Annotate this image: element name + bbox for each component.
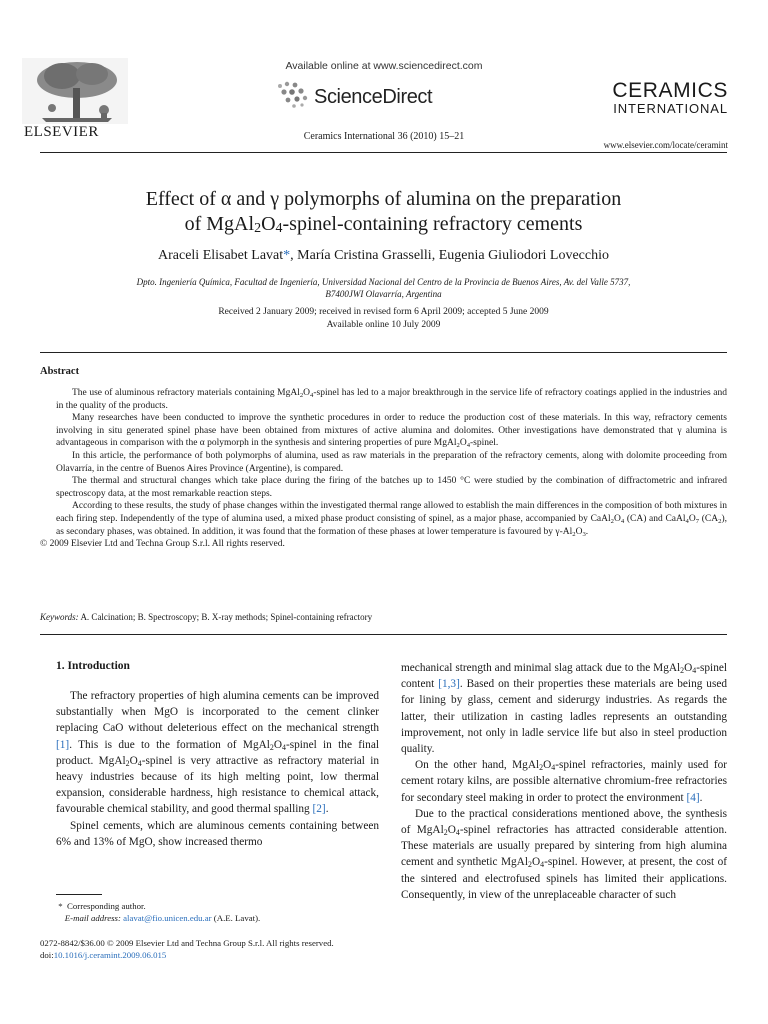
article-title-line1: Effect of α and γ polymorphs of alumina on the preparation: [145, 188, 622, 210]
journal-url[interactable]: www.elsevier.com/locate/ceramint: [603, 140, 728, 150]
keywords-label: Keywords:: [40, 612, 79, 622]
sciencedirect-dots-icon: [274, 80, 312, 108]
co-authors: , María Cristina Grasselli, Eugenia Giuliodori Lovecchio: [290, 248, 609, 263]
author-name: Araceli Elisabet Lavat: [158, 248, 284, 263]
corresponding-author-link[interactable]: *: [283, 248, 291, 263]
email-note: E-mail address: alavat@fio.unicen.edu.ar (A.E. Lavat).: [64, 913, 261, 923]
body-paragraph: mechanical strength and minimal slag attack due to the $MgAl_2O_4$-spinel content [1,3]. Based on their properties these materials are being used for lining by glass, cement and siderurgy industries. As regards the latter, their utilization in casting ladles represents an outstanding improvement, not only in ladle service life but also in steel production quality.: [401, 662, 728, 756]
left-column: [56, 688, 379, 850]
abstract-copyright: © 2009 Elsevier Ltd and Techna Group S.r.l. All rights reserved.: [40, 539, 285, 550]
right-column: [401, 660, 727, 903]
footnote: [56, 900, 260, 924]
available-online-text: Available online at www.sciencedirect.com: [285, 60, 483, 72]
abstract-body: [40, 387, 727, 551]
abstract-paragraph: According to these results, the study of phase changes within the investigated thermal range allowed to establish the main differences in the composition of both mixtures in each firing step. Independently of the type of alumina used, a mixed phase product consisting of spinel, as a major phase, accompanied by $CaAl_2O_4$ (CA) and $CaAl_4O_7$ $(CA_2)$, as secondary phases, was obtained. In addition, it was found that the formation of these phases at lower temperature is favoured by $\gamma-Al_2O_3$.: [56, 501, 727, 538]
article-title: [40, 187, 727, 237]
header-rule: [40, 152, 727, 153]
doi-link[interactable]: 10.1016/j.ceramint.2009.06.015: [53, 950, 167, 960]
citation-link[interactable]: [2]: [312, 803, 326, 816]
abstract-heading: Abstract: [40, 366, 80, 377]
footnote-rule: [56, 894, 102, 895]
publisher-name: ELSEVIER: [24, 124, 99, 140]
issn-copyright: 0272-8842/$36.00 © 2009 Elsevier Ltd and Techna Group S.r.l. All rights reserved.: [40, 938, 334, 948]
keywords-text: A. Calcination; B. Spectroscopy; B. X-ray methods; Spinel-containing refractory: [80, 612, 373, 622]
sciencedirect-wordmark: ScienceDirect: [314, 86, 433, 108]
article-dates: [40, 306, 727, 332]
abstract-bottom-rule: [40, 634, 727, 635]
keywords: [40, 612, 372, 622]
journal-title-line1: CERAMICS: [612, 79, 728, 102]
journal-title: [612, 80, 728, 115]
body-paragraph: Due to the practical considerations mentioned above, the synthesis of $MgAl_2O_4$-spinel refractories has attracted considerable attention. These materials are usually prepared by sintering from high alumina cement and synthetic $MgAl_2O_4$-spinel. However, at present, the cost of the sintered and electrofused spinels has limited their applications. Consequently, in view of the unreplaceable character of such: [401, 807, 727, 901]
body-paragraph: Spinel cements, which are aluminous cements containing between 6% and 13% of MgO, show increased thermo: [56, 819, 379, 848]
affiliation: Dpto. Ingeniería Química, Facultad de Ingeniería, Universidad Nacional del Centro de la Provincia de Buenos Aires, Av. del Valle 5737, B7400JWI Olavarría, Argentina: [136, 277, 631, 299]
journal-reference: Ceramics International 36 (2010) 15–21: [303, 131, 465, 142]
abstract-paragraph: Many researches have been conducted to improve the synthetic procedures in order to reduce the production cost of these materials. In this way, refractory cements involving in situ generated spinel phase have been obtained from mixtures of active alumina and dolomites. Other investigations have demonstrated that γ alumina is advantageous in comparison with the α polymorph in the synthesis and sintering properties of pure $MgAl_2O_4$-spinel.: [56, 413, 727, 450]
citation-link[interactable]: [1]: [56, 738, 70, 751]
abstract-paragraph: The thermal and structural changes which take place during the firing of the batches up to 1450 °C were studied by the combination of diffractometric and infrared spectroscopy data, at the most remarkable reaction steps.: [56, 476, 727, 499]
email-link[interactable]: alavat@fio.unicen.edu.ar: [123, 913, 212, 923]
available-online-date: Available online 10 July 2009: [326, 320, 441, 330]
article-title-line2: of $MgAl_2O_4-spinel$-containing refractory cements: [184, 213, 583, 236]
abstract-paragraph: In this article, the performance of both polymorphs of alumina, used as raw materials in the preparation of the refractory cements, along with dolomite proceeding from Olavarría, in the centre of Buenos Aires Province (Argentine), is compared.: [56, 450, 727, 474]
body-paragraph: The refractory properties of high alumina cements can be improved substantially when MgO is incorporated to the cement clinker replacing CaO without deleterious effect on the mechanical strength [1]. This is due to the formation of $MgAl_2O_4$-spinel in the final product. $MgAl_2O_4$-spinel is very attractive as refractory material in heavy industries because of its high melting point, low thermal expansion, considerable hardness, high resistance to chemical attack, favourable chemical stability, and good thermal spalling [2].: [56, 690, 379, 816]
abstract-top-rule: [40, 352, 727, 353]
journal-title-line2: INTERNATIONAL: [613, 101, 728, 116]
doi-line: doi:10.1016/j.ceramint.2009.06.015: [40, 950, 167, 960]
received-dates: Received 2 January 2009; received in revised form 6 April 2009; accepted 5 June 2009: [218, 307, 549, 317]
corresponding-author-note: * Corresponding author.: [58, 901, 146, 911]
body-paragraph: On the other hand, $MgAl_2O_4$-spinel refractories, mainly used for cement rotary kilns, are possible alternative chromium-free refractories for secondary steel making in order to protect the environment [4].: [401, 759, 727, 804]
section-heading: 1. Introduction: [56, 660, 130, 672]
abstract-paragraph: The use of aluminous refractory materials containing $MgAl_2O_4$-spinel has led to a major breakthrough in the service life of refractory coatings applied in the industries and in the quality of the products.: [56, 388, 727, 411]
author-list: [40, 248, 727, 264]
citation-link[interactable]: [4]: [686, 791, 700, 804]
citation-link[interactable]: [1,3]: [438, 678, 460, 691]
page-footer: [40, 937, 334, 961]
